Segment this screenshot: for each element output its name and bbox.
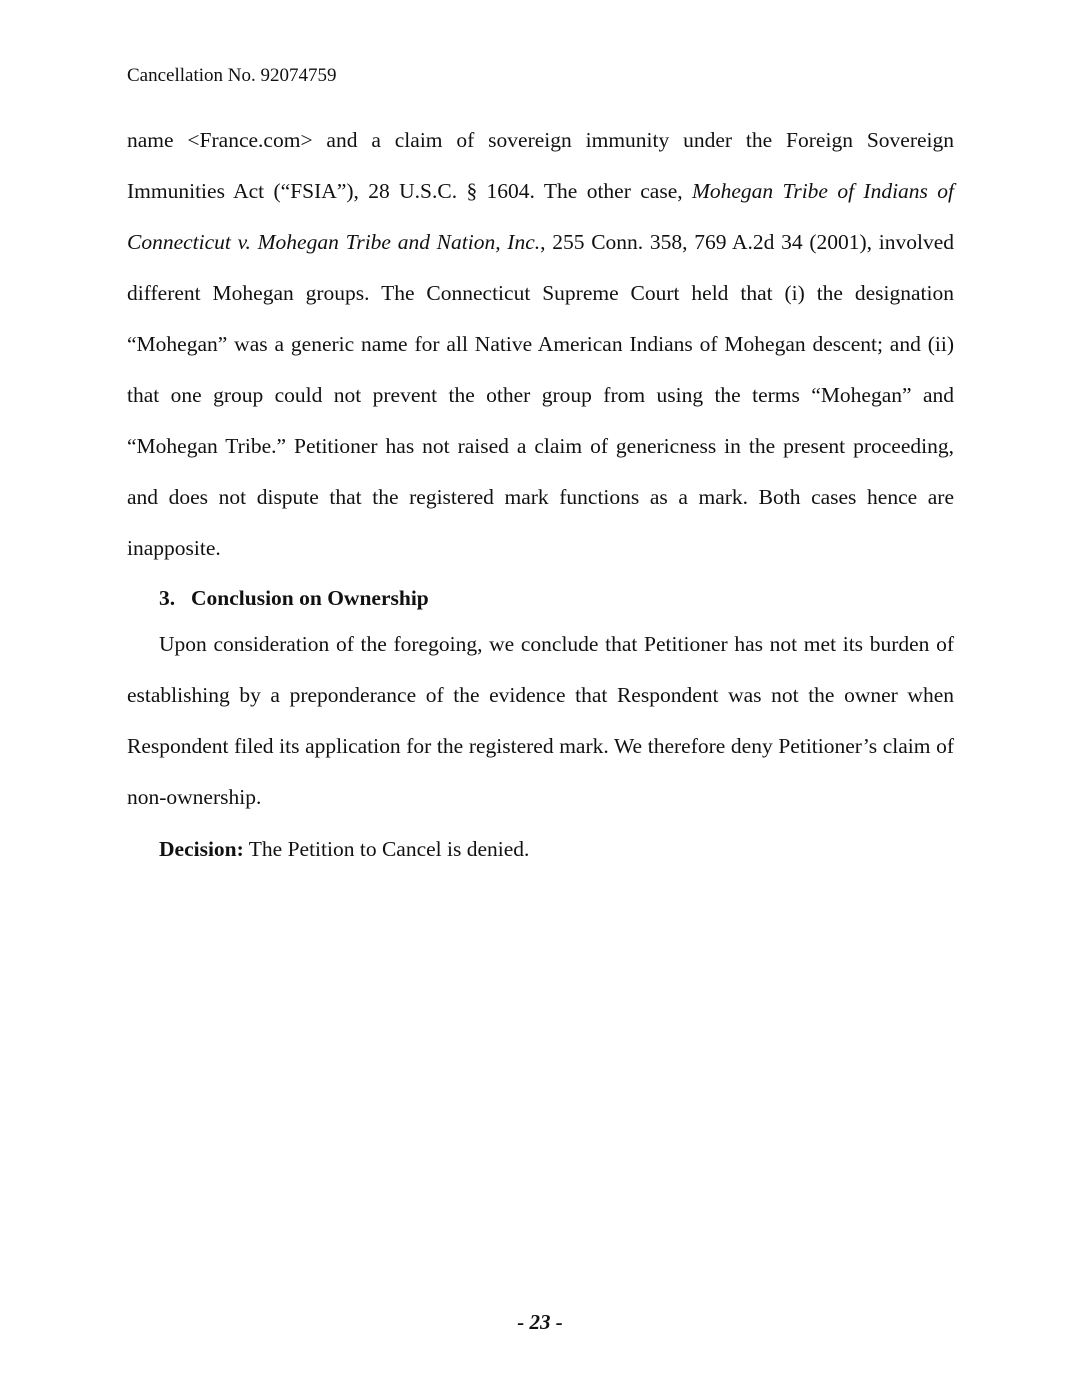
paragraph-2-text: Upon consideration of the foregoing, we conclude that Petitioner has not met its burden of establishing by a preponderance of the evidence that Respondent was not the owner when Respondent filed its application for the registered mark. We therefore deny Petitioner’s claim of non-ownership. xyxy=(127,632,954,809)
decision-text: The Petition to Cancel is denied. xyxy=(243,837,530,861)
case-citation-name: Mohegan Tribe of Indians of Connecticut v. Mohegan Tribe and Nation, Inc. xyxy=(127,179,954,254)
section-heading xyxy=(159,583,429,613)
section-title: Conclusion on Ownership xyxy=(191,586,429,610)
page-number: - 23 - xyxy=(517,1310,563,1334)
body-paragraph-2 xyxy=(127,619,954,823)
paragraph-1-text-a: name <France.com> and a claim of sovereign immunity under the Foreign Sovereign Immunities Act (“FSIA”), 28 U.S.C. § 1604. The other case, xyxy=(127,128,954,203)
paragraph-1-text-b: , 255 Conn. 358, 769 A.2d 34 (2001), involved different Mohegan groups. The Connecticut Supreme Court held that (i) the designation “Mohegan” was a generic name for all Native American Indians of Mohegan descent; and (ii) that one group could not prevent the other group from using the terms “Mohegan” and “Mohegan Tribe.” Petitioner has not raised a claim of genericness in the present proceeding, and does not dispute that the registered mark functions as a mark. Both cases hence are inapposite. xyxy=(127,230,954,560)
decision-label: Decision: xyxy=(159,837,244,861)
case-number-header: Cancellation No. 92074759 xyxy=(127,65,337,86)
body-paragraph-1 xyxy=(127,115,954,574)
section-number: 3. xyxy=(159,586,176,610)
decision-paragraph xyxy=(127,834,954,864)
